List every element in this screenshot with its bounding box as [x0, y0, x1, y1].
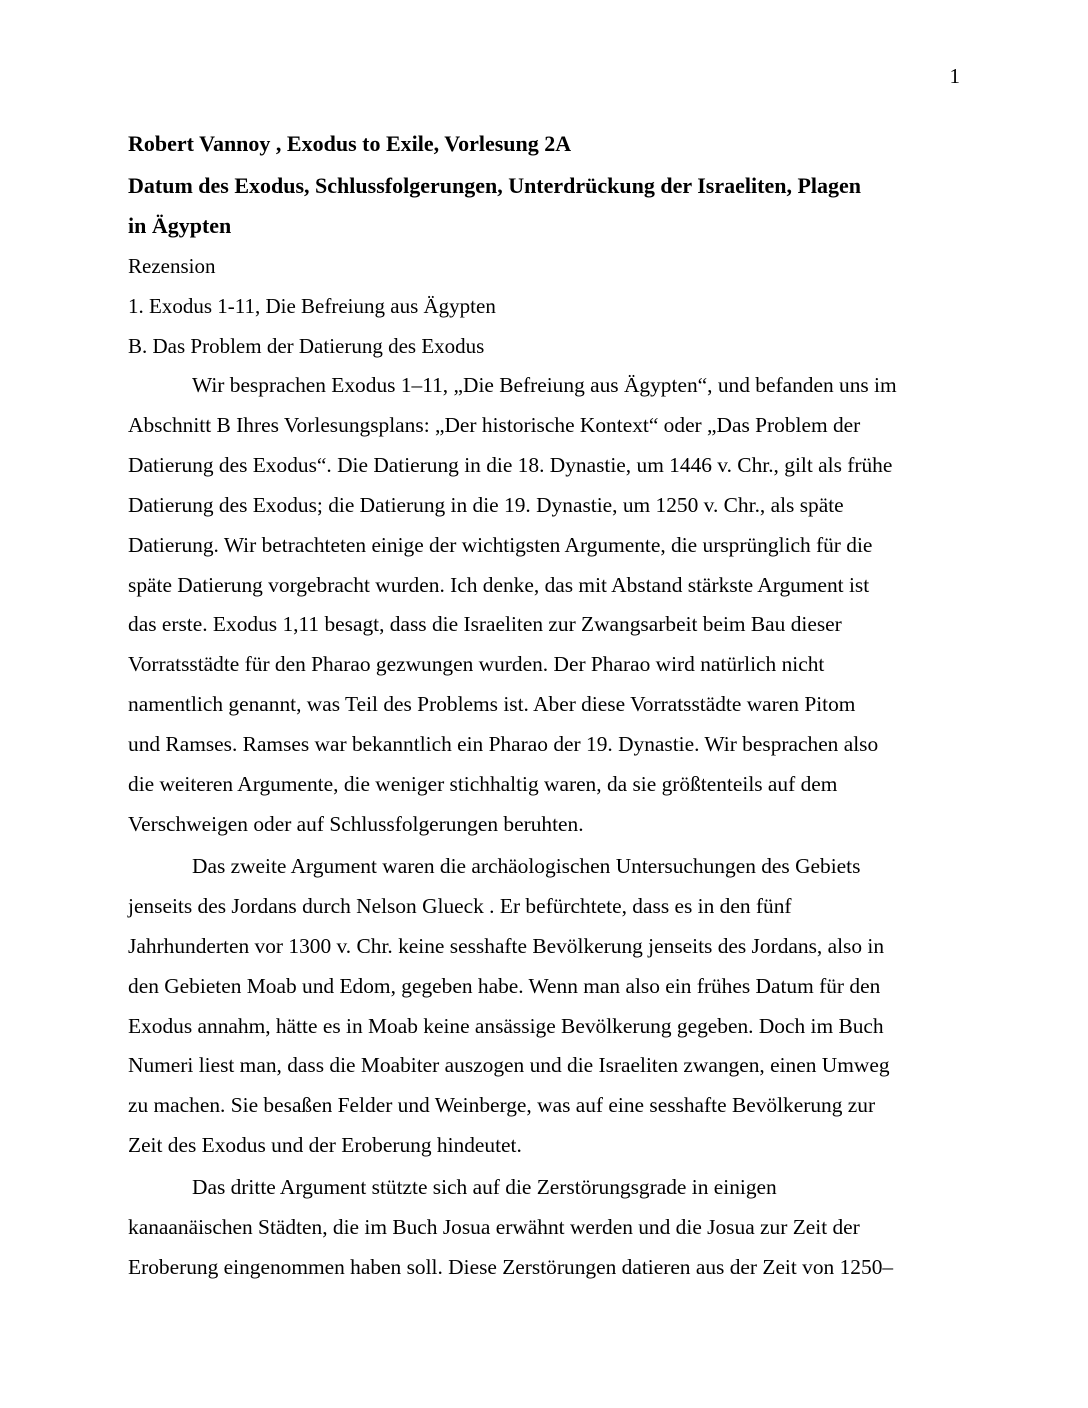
paragraph-line: namentlich genannt, was Teil des Problems ist. Aber diese Vorratsstädte waren Pitom — [128, 692, 856, 717]
paragraph-line: die weiteren Argumente, die weniger stichhaltig waren, da sie größtenteils auf dem — [128, 772, 838, 797]
paragraph-line: Wir besprachen Exodus 1–11, „Die Befreiung aus Ägypten“, und befanden uns im — [192, 373, 897, 397]
paragraph-2 — [128, 847, 958, 1166]
paragraph-line: zu machen. Sie besaßen Felder und Weinberge, was auf eine sesshafte Bevölkerung zur — [128, 1093, 876, 1118]
paragraph-line: Zeit des Exodus und der Eroberung hindeutet. — [128, 1133, 522, 1158]
page-number: 1 — [949, 64, 960, 88]
paragraph-line: Datierung. Wir betrachteten einige der wichtigsten Argumente, die ursprünglich für die — [128, 532, 873, 557]
document-subtitle-line-1: Datum des Exodus, Schlussfolgerungen, Unterdrückung der Israeliten, Plagen — [128, 173, 861, 198]
paragraph-line: Das zweite Argument waren die archäologischen Untersuchungen des Gebiets — [192, 853, 861, 878]
paragraph-line: Eroberung eingenommen haben soll. Diese Zerstörungen datieren aus der Zeit von 1250– — [128, 1254, 894, 1279]
outline-review: Rezension — [128, 254, 216, 278]
paragraph-line: Das dritte Argument stützte sich auf die Zerstörungsgrade in einigen — [192, 1175, 777, 1200]
paragraph-line: Numeri liest man, dass die Moabiter auszogen und die Israeliten zwangen, einen Umweg — [128, 1053, 890, 1078]
paragraph-line: kanaanäischen Städten, die im Buch Josua erwähnt werden und die Josua zur Zeit der — [128, 1215, 860, 1240]
paragraph-line: Datierung des Exodus; die Datierung in die 19. Dynastie, um 1250 v. Chr., als späte — [128, 492, 844, 517]
paragraph-line: den Gebieten Moab und Edom, gegeben habe. Wenn man also ein frühes Datum für den — [128, 973, 881, 998]
paragraph-1 — [128, 366, 958, 845]
paragraph-line: Jahrhunderten vor 1300 v. Chr. keine sesshafte Bevölkerung jenseits des Jordans, also in — [128, 933, 885, 958]
paragraph-line: Exodus annahm, hätte es in Moab keine ansässige Bevölkerung gegeben. Doch im Buch — [128, 1013, 884, 1038]
paragraph-line: späte Datierung vorgebracht wurden. Ich denke, das mit Abstand stärkste Argument ist — [128, 572, 870, 597]
document-subtitle-line-2: in Ägypten — [128, 213, 232, 238]
paragraph-line: Verschweigen oder auf Schlussfolgerungen beruhten. — [128, 811, 584, 836]
paragraph-line: und Ramses. Ramses war bekanntlich ein Pharao der 19. Dynastie. Wir besprachen also — [128, 732, 879, 757]
paragraph-line: jenseits des Jordans durch Nelson Glueck . Er befürchtete, dass es in den fünf — [128, 893, 792, 918]
paragraph-line: Vorratsstädte für den Pharao gezwungen wurden. Der Pharao wird natürlich nicht — [128, 652, 825, 677]
outline-item-1: 1. Exodus 1-11, Die Befreiung aus Ägypten — [128, 294, 496, 318]
paragraph-line: Abschnitt B Ihres Vorlesungsplans: „Der historische Kontext“ oder „Das Problem der — [128, 412, 861, 437]
document-title: Robert Vannoy , Exodus to Exile, Vorlesung 2A — [128, 131, 572, 156]
paragraph-3 — [128, 1168, 958, 1288]
document-body — [128, 124, 958, 1288]
paragraph-line: Datierung des Exodus“. Die Datierung in die 18. Dynastie, um 1446 v. Chr., gilt als frühe — [128, 452, 893, 477]
outline-item-b: B. Das Problem der Datierung des Exodus — [128, 334, 485, 358]
paragraph-line: das erste. Exodus 1,11 besagt, dass die Israeliten zur Zwangsarbeit beim Bau dieser — [128, 612, 842, 637]
